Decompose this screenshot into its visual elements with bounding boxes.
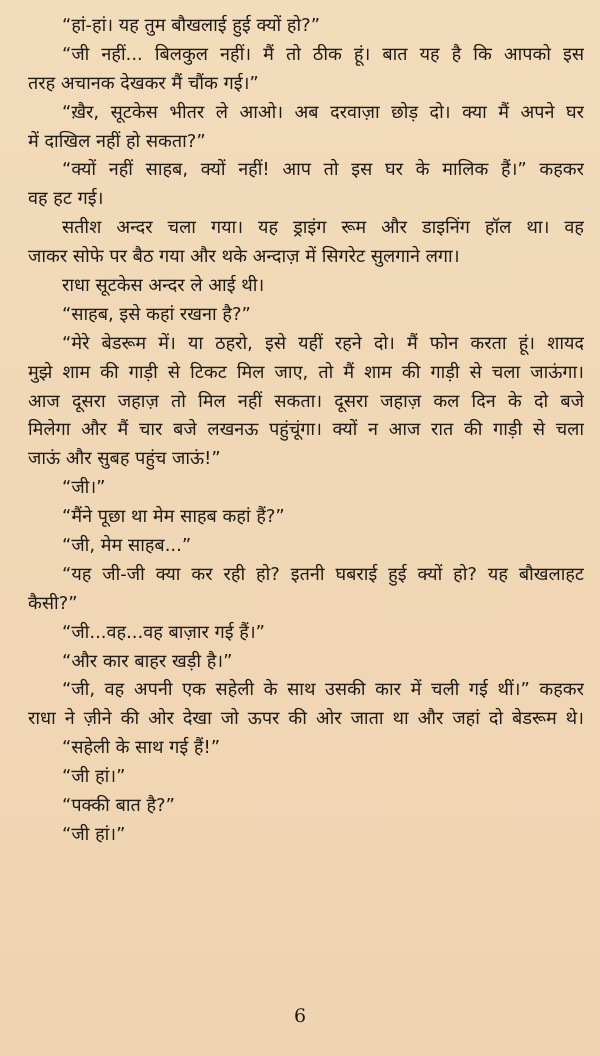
- text-line: “और कार बाहर खड़ी है।”: [62, 650, 233, 672]
- text-line: “मेरे बेडरूम में। या ठहरो, इसे यहीं रहने दो। मैं फोन करता हूं। शायद: [62, 332, 584, 354]
- text-line: मुझे शाम की गाड़ी से टिकट मिल जाए, तो मैं शाम की गाड़ी से चला जाऊंगा।: [28, 361, 584, 383]
- text-line: “जी नहीं... बिलकुल नहीं। मैं तो ठीक हूं। बात यह है कि आपको इस: [62, 43, 584, 65]
- text-line: “क्यों नहीं साहब, क्यों नहीं! आप तो इस घर के मालिक हैं।” कहकर: [62, 159, 584, 181]
- page-number: 6: [293, 1005, 307, 1027]
- text-line: “मैंने पूछा था मेम साहब कहां हैं?”: [62, 506, 285, 528]
- text-line: “जी, वह अपनी एक सहेली के साथ उसकी कार में चली गई थीं।” कहकर: [62, 679, 584, 701]
- text-line: जाऊं और सुबह पहुंच जाऊं!”: [28, 448, 221, 470]
- text-line: “साहब, इसे कहां रखना है?”: [62, 303, 251, 325]
- text-line: सतीश अन्दर चला गया। यह ड्राइंग रूम और डाइनिंग हॉल था। वह: [62, 217, 584, 239]
- text-line: राधा सूटकेस अन्दर ले आई थी।: [62, 275, 265, 297]
- text-line: में दाखिल नहीं हो सकता?”: [28, 130, 206, 152]
- text-line: “जी, मेम साहब...”: [62, 535, 192, 557]
- text-line: “जी हां।”: [62, 823, 126, 845]
- body-text: [28, 12, 584, 850]
- text-line: “जी हां।”: [62, 766, 126, 788]
- text-line: “हां-हां। यह तुम बौखलाई हुई क्यों हो?”: [62, 15, 321, 36]
- text-line: “यह जी-जी क्या कर रही हो? इतनी घबराई हुई क्यों हो? यह बौखलाहट: [62, 563, 584, 585]
- text-line: राधा ने ज़ीने की ओर देखा जो ऊपर की ओर जाता था और जहां दो बेडरूम थे।: [28, 708, 584, 730]
- text-line: “पक्की बात है?”: [62, 795, 175, 817]
- text-line: वह हट गई।: [28, 188, 104, 210]
- text-line: तरह अचानक देखकर मैं चौंक गई।”: [28, 72, 259, 94]
- text-line: “जी...वह...वह बाज़ार गई हैं।”: [62, 621, 265, 643]
- text-line: जाकर सोफे पर बैठ गया और थके अन्दाज़ में सिगरेट सुलगाने लगा।: [28, 246, 460, 268]
- text-line: कैसी?”: [28, 592, 78, 614]
- text-line: आज दूसरा जहाज़ तो मिल नहीं सकता। दूसरा जहाज़ कल दिन के दो बजे: [28, 390, 584, 412]
- text-line: “सहेली के साथ गई हैं!”: [62, 737, 221, 759]
- text-line: “ख़ैर, सूटकेस भीतर ले आओ। अब दरवाज़ा छोड़ दो। क्या मैं अपने घर: [62, 101, 584, 123]
- text-line: “जी।”: [62, 477, 106, 499]
- text-line: मिलेगा और मैं चार बजे लखनऊ पहुंचूंगा। क्यों न आज रात की गाड़ी से चला: [28, 419, 584, 441]
